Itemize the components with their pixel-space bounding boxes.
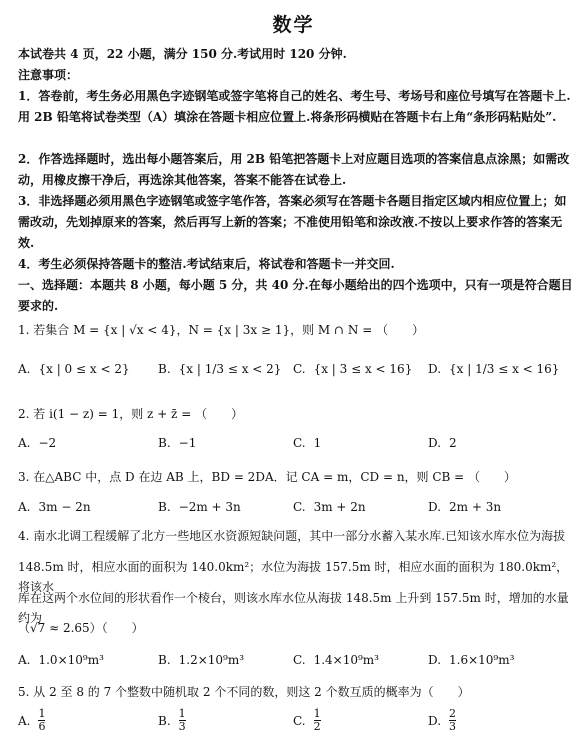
note-3: 3．非选择题必须用黑色字迹钢笔或签字笔作答，答案必须写在答题卡各题目指定区域内相应位置上；如需改动，先划掉原来的答案，然后再写上新的答案；不准使用铅笔和涂改液.不按以上要求作答的答案无效. xyxy=(18,194,567,250)
denominator: 3 xyxy=(449,720,457,733)
q2-option-a[interactable] xyxy=(18,436,56,450)
option-label: A. xyxy=(18,653,31,667)
notes-heading: 注意事项： xyxy=(18,68,79,82)
q4-option-a[interactable] xyxy=(18,653,104,667)
q5-option-d[interactable] xyxy=(428,708,456,733)
q4-option-c[interactable] xyxy=(293,653,379,667)
option-text: −2m + 3n xyxy=(178,500,241,514)
question-3-stem: 3. 在△ABC 中，点 D 在边 AB 上，BD = 2DA．记 CA = m，CD = n，则 CB = （ ） xyxy=(18,470,517,484)
numerator: 1 xyxy=(38,707,46,720)
note-4: 4．考生必须保持答题卡的整洁.考试结束后，将试卷和答题卡一并交回. xyxy=(18,257,395,271)
q2-option-b[interactable] xyxy=(158,436,196,450)
q5-option-b[interactable] xyxy=(158,708,186,733)
question-1-stem: 1. 若集合 M = {x | √x < 4}，N = {x | 3x ≥ 1}，则 M ∩ N = （ ） xyxy=(18,323,425,337)
option-label: B. xyxy=(158,500,171,514)
fraction xyxy=(449,708,456,733)
note-1: 1．答卷前，考生务必用黑色字迹钢笔或签字笔将自己的姓名、考生号、考场号和座位号填写在答题卡上.用 2B 铅笔将试卷类型（A）填涂在答题卡相应位置上.将条形码横贴在答题卡右上角“条形码粘贴处”. xyxy=(18,89,571,124)
denominator: 3 xyxy=(178,720,186,733)
question-3-options xyxy=(18,500,574,526)
q5-option-c[interactable] xyxy=(293,708,321,733)
question-4-stem-line-2: 148.5m 时，相应水面的面积为 140.0km²；水位为海拔 157.5m 时，相应水面的面积为 180.0km²，将该水 xyxy=(18,560,569,594)
option-label: C. xyxy=(293,362,306,376)
option-text: {x | 0 ≤ x < 2} xyxy=(38,362,130,376)
option-label: A. xyxy=(18,713,31,728)
option-text: 1.0×10⁹m³ xyxy=(38,653,104,667)
option-label: A. xyxy=(18,362,31,376)
option-label: B. xyxy=(158,436,171,450)
q3-option-c[interactable] xyxy=(293,500,366,514)
question-5-options xyxy=(18,708,574,744)
option-label: D. xyxy=(428,362,442,376)
q3-option-a[interactable] xyxy=(18,500,91,514)
option-label: C. xyxy=(293,436,306,450)
option-label: A. xyxy=(18,436,31,450)
page-title: 数学 xyxy=(272,14,315,36)
question-2-options xyxy=(18,436,574,462)
q4-option-d[interactable] xyxy=(428,653,514,667)
question-5-stem: 5. 从 2 至 8 的 7 个整数中随机取 2 个不同的数，则这 2 个数互质的概率为（ ） xyxy=(18,685,470,699)
question-4-stem-line-1: 4. 南水北调工程缓解了北方一些地区水资源短缺问题，其中一部分水蓄入某水库.已知该水库水位为海拔 xyxy=(18,529,566,543)
option-text: {x | 1/3 ≤ x < 2} xyxy=(178,362,282,376)
section-1-intro xyxy=(18,275,574,317)
note-2: 2．作答选择题时，选出每小题答案后，用 2B 铅笔把答题卡上对应题目选项的答案信息点涂黑；如需改动，用橡皮擦干净后，再选涂其他答案，答案不能答在试卷上. xyxy=(18,152,570,187)
fraction xyxy=(179,708,186,733)
option-label: D. xyxy=(428,500,442,514)
fraction xyxy=(314,708,321,733)
question-1-options xyxy=(18,362,574,388)
q4-option-b[interactable] xyxy=(158,653,244,667)
section-1-heading: 一、选择题： xyxy=(18,278,91,292)
option-label: B. xyxy=(158,653,171,667)
question-4-options xyxy=(18,653,574,679)
option-label: A. xyxy=(18,500,31,514)
question-4-stem-line-4: （√7 ≈ 2.65）（ ） xyxy=(18,621,144,635)
option-label: D. xyxy=(428,713,442,728)
option-label: B. xyxy=(158,362,171,376)
question-4-stem-line-3: 库在这两个水位间的形状看作一个棱台，则该水库水位从海拔 148.5m 上升到 157.5m 时，增加的水量约为 xyxy=(18,591,569,625)
option-label: B. xyxy=(158,713,171,728)
q1-option-a[interactable] xyxy=(18,362,130,376)
option-text: 1.4×10⁹m³ xyxy=(313,653,379,667)
denominator: 2 xyxy=(313,720,321,733)
option-text: 2 xyxy=(449,436,457,450)
q1-option-b[interactable] xyxy=(158,362,281,376)
option-label: D. xyxy=(428,653,442,667)
exam-info: 本试卷共 4 页，22 小题，满分 150 分.考试用时 120 分钟. xyxy=(18,47,347,61)
option-text: −2 xyxy=(38,436,57,450)
q5-option-a[interactable] xyxy=(18,708,45,733)
q1-option-c[interactable] xyxy=(293,362,412,376)
option-text: 3m + 2n xyxy=(313,500,366,514)
numerator: 1 xyxy=(313,707,321,720)
option-text: 2m + 3n xyxy=(449,500,502,514)
fraction xyxy=(38,708,45,733)
q3-option-b[interactable] xyxy=(158,500,241,514)
numerator: 1 xyxy=(178,707,186,720)
option-text: 1.6×10⁹m³ xyxy=(449,653,515,667)
option-label: C. xyxy=(293,500,306,514)
option-text: 1.2×10⁹m³ xyxy=(178,653,245,667)
option-text: 3m − 2n xyxy=(38,500,91,514)
denominator: 6 xyxy=(38,720,46,733)
q3-option-d[interactable] xyxy=(428,500,501,514)
question-2-stem: 2. 若 i(1 − z) = 1，则 z + z̄ = （ ） xyxy=(18,407,244,421)
numerator: 2 xyxy=(449,707,457,720)
option-label: C. xyxy=(293,653,306,667)
section-1-desc: 本题共 8 小题，每小题 5 分，共 40 分.在每小题给出的四个选项中，只有一项是符合题目要求的. xyxy=(18,278,573,313)
option-label: D. xyxy=(428,436,442,450)
q2-option-c[interactable] xyxy=(293,436,321,450)
option-text: 1 xyxy=(313,436,322,450)
option-label: C. xyxy=(293,713,306,728)
option-text: {x | 1/3 ≤ x < 16} xyxy=(449,362,560,376)
q2-option-d[interactable] xyxy=(428,436,457,450)
option-text: −1 xyxy=(178,436,197,450)
q1-option-d[interactable] xyxy=(428,362,559,376)
option-text: {x | 3 ≤ x < 16} xyxy=(313,362,413,376)
